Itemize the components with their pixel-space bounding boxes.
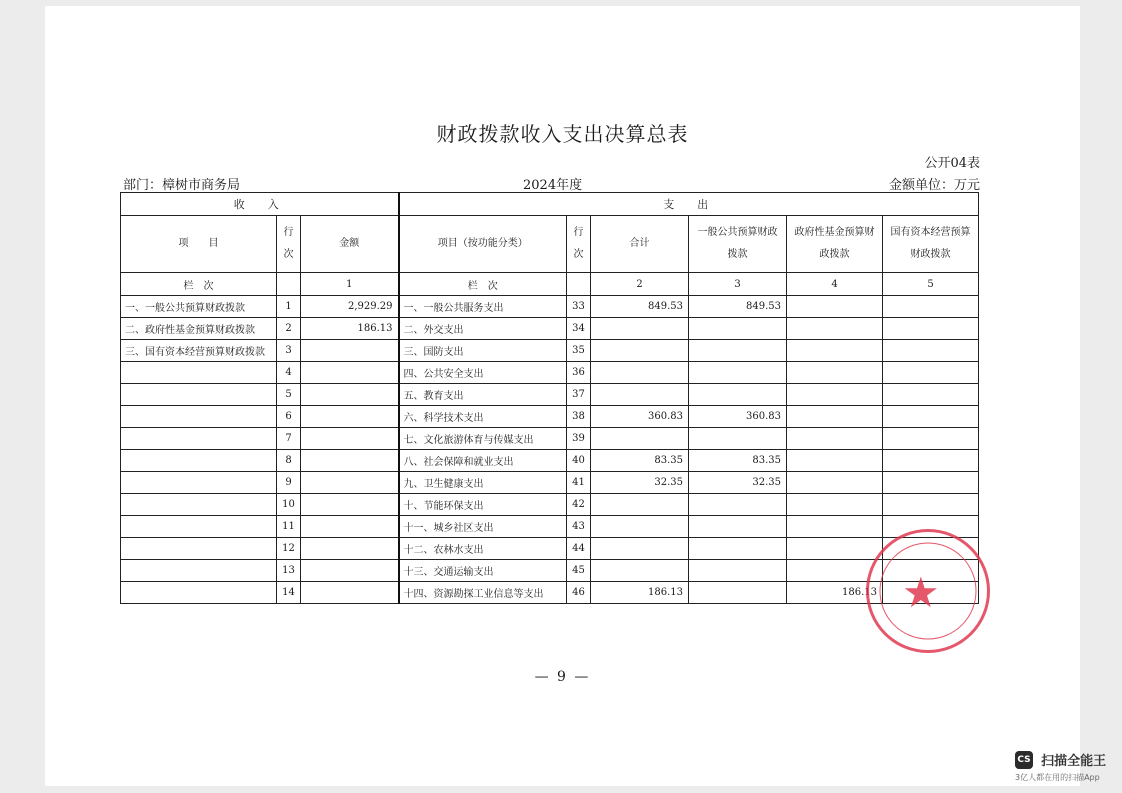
income-amount-cell: 2,929.29	[301, 296, 399, 318]
expense-row-no-cell: 34	[567, 318, 591, 340]
column-header-row	[121, 216, 979, 273]
general-budget-cell	[689, 538, 787, 560]
expense-row-no-cell: 43	[567, 516, 591, 538]
income-row-no-cell: 11	[277, 516, 301, 538]
lanci-blank-2	[567, 273, 591, 296]
official-seal	[866, 529, 990, 653]
form-number: 公开04表	[924, 156, 980, 171]
expense-item-cell: 二、外交支出	[399, 318, 567, 340]
page-title: 财政拨款收入支出决算总表	[436, 122, 689, 146]
income-item-cell	[121, 406, 277, 428]
header-row-no-2: 行次	[567, 216, 591, 273]
expense-row-no-cell: 38	[567, 406, 591, 428]
income-item-cell: 二、政府性基金预算财政拨款	[121, 318, 277, 340]
general-budget-cell	[689, 516, 787, 538]
total-cell	[591, 494, 689, 516]
general-budget-cell	[689, 582, 787, 604]
income-item-cell	[121, 538, 277, 560]
total-cell	[591, 318, 689, 340]
table-row	[121, 582, 979, 604]
department-label: 部门：樟树市商务局	[123, 178, 241, 193]
total-cell: 849.53	[591, 296, 689, 318]
income-amount-cell	[301, 494, 399, 516]
table-row	[121, 494, 979, 516]
lanci-col1: 1	[301, 273, 399, 296]
general-budget-cell	[689, 340, 787, 362]
expense-row-no-cell: 42	[567, 494, 591, 516]
fund-budget-cell	[787, 340, 883, 362]
header-amount: 金额	[301, 216, 399, 273]
budget-table	[120, 192, 979, 604]
expense-item-cell: 十、节能环保支出	[399, 494, 567, 516]
income-amount-cell	[301, 406, 399, 428]
total-cell: 186.13	[591, 582, 689, 604]
general-budget-cell	[689, 494, 787, 516]
table-row	[121, 538, 979, 560]
fund-budget-cell: 186.13	[787, 582, 883, 604]
expense-row-no-cell: 44	[567, 538, 591, 560]
state-capital-cell	[883, 472, 979, 494]
income-row-no-cell: 1	[277, 296, 301, 318]
total-cell	[591, 340, 689, 362]
income-amount-cell	[301, 516, 399, 538]
year-label: 2024年度	[523, 178, 583, 193]
general-budget-cell	[689, 384, 787, 406]
income-item-cell: 三、国有资本经营预算财政拨款	[121, 340, 277, 362]
fund-budget-cell	[787, 472, 883, 494]
fund-budget-cell	[787, 318, 883, 340]
page-number: — 9 —	[534, 669, 591, 685]
income-amount-cell	[301, 362, 399, 384]
state-capital-cell	[883, 340, 979, 362]
state-capital-cell	[883, 428, 979, 450]
state-capital-cell	[883, 494, 979, 516]
document-page	[45, 6, 1080, 786]
income-amount-cell	[301, 384, 399, 406]
fund-budget-cell	[787, 362, 883, 384]
seal-star-icon: ★	[902, 568, 940, 617]
fund-budget-cell	[787, 384, 883, 406]
income-item-cell	[121, 472, 277, 494]
fund-budget-cell	[787, 428, 883, 450]
fund-budget-cell	[787, 450, 883, 472]
expense-row-no-cell: 37	[567, 384, 591, 406]
general-budget-cell: 360.83	[689, 406, 787, 428]
income-row-no-cell: 4	[277, 362, 301, 384]
total-cell	[591, 560, 689, 582]
lanci-col4: 4	[787, 273, 883, 296]
income-amount-cell: 186.13	[301, 318, 399, 340]
total-cell	[591, 538, 689, 560]
income-row-no-cell: 6	[277, 406, 301, 428]
expense-item-cell: 八、社会保障和就业支出	[399, 450, 567, 472]
header-state: 国有资本经营预算财政拨款	[883, 216, 979, 273]
income-row-no-cell: 10	[277, 494, 301, 516]
lanci-label-right: 栏 次	[399, 273, 567, 296]
income-item-cell	[121, 560, 277, 582]
lanci-blank-1	[277, 273, 301, 296]
table-row	[121, 362, 979, 384]
expense-item-cell: 一、一般公共服务支出	[399, 296, 567, 318]
expense-row-no-cell: 33	[567, 296, 591, 318]
state-capital-cell	[883, 296, 979, 318]
income-amount-cell	[301, 582, 399, 604]
lanci-col5: 5	[883, 273, 979, 296]
expense-row-no-cell: 35	[567, 340, 591, 362]
cs-logo-icon: CS	[1015, 751, 1033, 769]
income-item-cell	[121, 362, 277, 384]
state-capital-cell	[883, 362, 979, 384]
general-budget-cell	[689, 428, 787, 450]
header-row-no: 行次	[277, 216, 301, 273]
expense-item-cell: 五、教育支出	[399, 384, 567, 406]
expense-item-cell: 四、公共安全支出	[399, 362, 567, 384]
state-capital-cell	[883, 384, 979, 406]
fund-budget-cell	[787, 406, 883, 428]
general-budget-cell: 849.53	[689, 296, 787, 318]
income-amount-cell	[301, 472, 399, 494]
expense-row-no-cell: 36	[567, 362, 591, 384]
income-row-no-cell: 14	[277, 582, 301, 604]
income-amount-cell	[301, 538, 399, 560]
general-budget-cell	[689, 560, 787, 582]
income-amount-cell	[301, 340, 399, 362]
expense-row-no-cell: 45	[567, 560, 591, 582]
table-row	[121, 296, 979, 318]
income-item-cell	[121, 582, 277, 604]
income-item-cell	[121, 494, 277, 516]
expense-item-cell: 九、卫生健康支出	[399, 472, 567, 494]
income-row-no-cell: 2	[277, 318, 301, 340]
income-row-no-cell: 8	[277, 450, 301, 472]
income-row-no-cell: 7	[277, 428, 301, 450]
header-func-item: 项目（按功能分类）	[399, 216, 567, 273]
total-cell: 32.35	[591, 472, 689, 494]
income-item-cell	[121, 450, 277, 472]
income-amount-cell	[301, 450, 399, 472]
total-cell	[591, 362, 689, 384]
expense-item-cell: 三、国防支出	[399, 340, 567, 362]
lanci-label-left: 栏 次	[121, 273, 277, 296]
total-cell: 360.83	[591, 406, 689, 428]
table-row	[121, 340, 979, 362]
table-row	[121, 406, 979, 428]
expense-item-cell: 十三、交通运输支出	[399, 560, 567, 582]
state-capital-cell	[883, 406, 979, 428]
table-row	[121, 318, 979, 340]
general-budget-cell	[689, 362, 787, 384]
general-budget-cell: 83.35	[689, 450, 787, 472]
income-item-cell	[121, 428, 277, 450]
expense-item-cell: 十一、城乡社区支出	[399, 516, 567, 538]
general-budget-cell: 32.35	[689, 472, 787, 494]
total-cell	[591, 516, 689, 538]
income-row-no-cell: 3	[277, 340, 301, 362]
income-item-cell: 一、一般公共预算财政拨款	[121, 296, 277, 318]
income-item-cell	[121, 516, 277, 538]
income-row-no-cell: 13	[277, 560, 301, 582]
expense-row-no-cell: 46	[567, 582, 591, 604]
header-total: 合计	[591, 216, 689, 273]
unit-label: 金额单位：万元	[888, 178, 980, 193]
column-index-row	[121, 273, 979, 296]
lanci-col2: 2	[591, 273, 689, 296]
expense-item-cell: 十二、农林水支出	[399, 538, 567, 560]
state-capital-cell	[883, 318, 979, 340]
income-row-no-cell: 5	[277, 384, 301, 406]
income-row-no-cell: 9	[277, 472, 301, 494]
income-row-no-cell: 12	[277, 538, 301, 560]
header-item: 项 目	[121, 216, 277, 273]
table-row	[121, 560, 979, 582]
lanci-col3: 3	[689, 273, 787, 296]
expense-row-no-cell: 41	[567, 472, 591, 494]
table-row	[121, 450, 979, 472]
table-row	[121, 516, 979, 538]
income-amount-cell	[301, 428, 399, 450]
table-row	[121, 472, 979, 494]
fund-budget-cell	[787, 296, 883, 318]
header-fund: 政府性基金预算财政拨款	[787, 216, 883, 273]
header-general: 一般公共预算财政拨款	[689, 216, 787, 273]
state-capital-cell	[883, 450, 979, 472]
scanner-watermark	[1015, 749, 1106, 783]
expense-row-no-cell: 39	[567, 428, 591, 450]
expense-row-no-cell: 40	[567, 450, 591, 472]
watermark-subtitle: 3亿人都在用的扫描App	[1015, 773, 1100, 782]
table-row	[121, 428, 979, 450]
expense-section-header: 支 出	[399, 193, 979, 216]
total-cell	[591, 384, 689, 406]
expense-item-cell: 六、科学技术支出	[399, 406, 567, 428]
watermark-name: 扫描全能王	[1041, 754, 1107, 769]
expense-item-cell: 十四、资源勘探工业信息等支出	[399, 582, 567, 604]
fund-budget-cell	[787, 494, 883, 516]
income-section-header: 收 入	[121, 193, 399, 216]
general-budget-cell	[689, 318, 787, 340]
total-cell: 83.35	[591, 450, 689, 472]
section-header-row	[121, 193, 979, 216]
expense-item-cell: 七、文化旅游体育与传媒支出	[399, 428, 567, 450]
income-amount-cell	[301, 560, 399, 582]
total-cell	[591, 428, 689, 450]
table-row	[121, 384, 979, 406]
income-item-cell	[121, 384, 277, 406]
